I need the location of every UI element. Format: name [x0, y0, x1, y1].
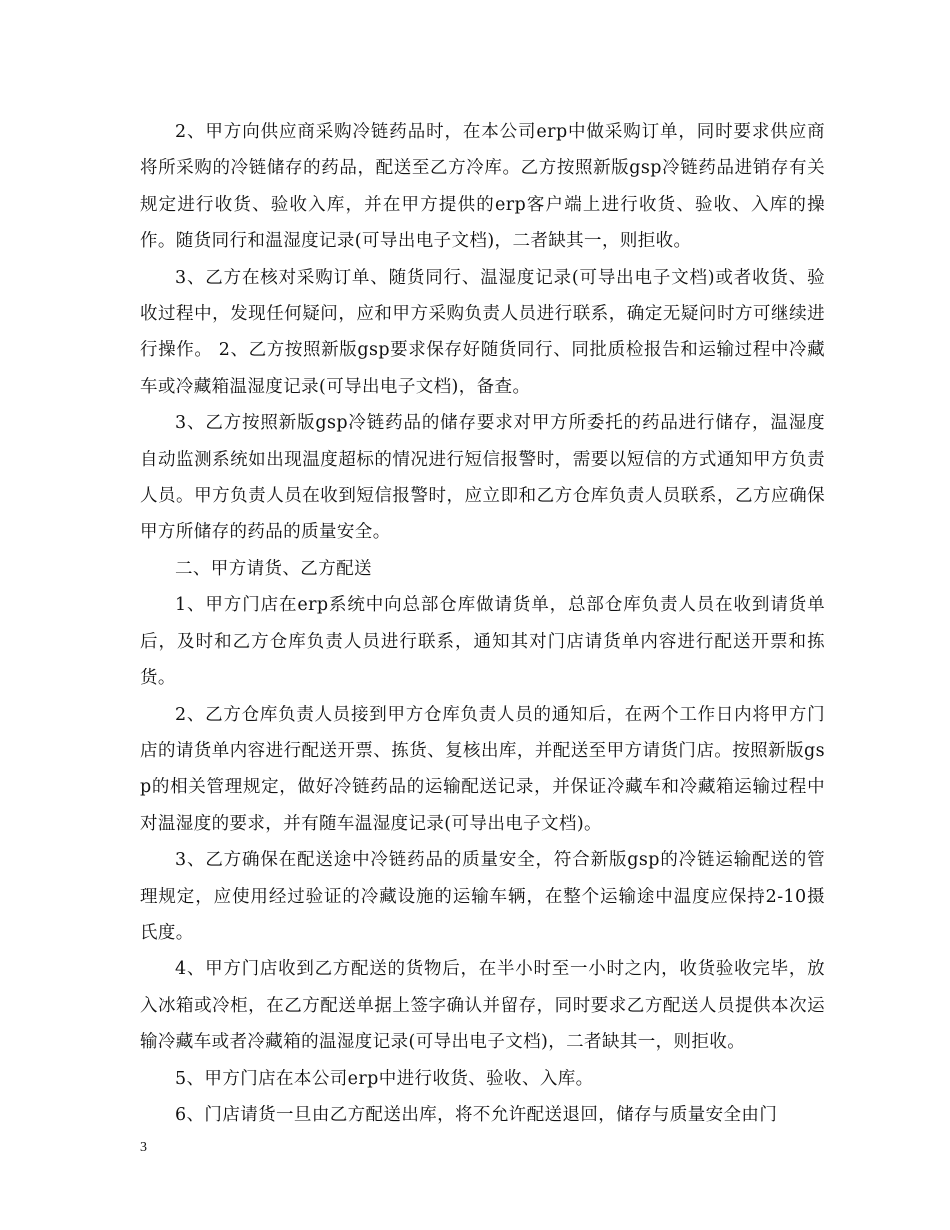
- paragraph-warehouse-dispatch: 2、乙方仓库负责人员接到甲方仓库负责人员的通知后，在两个工作日内将甲方门店的请货单内容进行配送开票、拣货、复核出库，并配送至甲方请货门店。按照新版gsp的相关管理规定，做好冷链药品的运输配送记录，并保证冷藏车和冷藏箱运输过程中对温湿度的要求，并有随车温湿度记录(可导出电子文档)。: [140, 704, 825, 834]
- paragraph-transport-quality: 3、乙方确保在配送途中冷链药品的质量安全，符合新版gsp的冷链运输配送的管理规定，应使用经过验证的冷藏设施的运输车辆，在整个运输途中温度应保持2-10摄氏度。: [140, 850, 825, 943]
- paragraph-verification-records: 3、乙方在核对采购订单、随货同行、温湿度记录(可导出电子文档)或者收货、验收过程中，发现任何疑问，应和甲方采购负责人员进行联系，确定无疑问时方可继续进行操作。 2、乙方按照新版gsp要求保存好随货同行、同批质检报告和运输过程中冷藏车或冷藏箱温湿度记录(可导出电子文档)，备查。: [140, 267, 825, 397]
- paragraph-erp-entry: 5、甲方门店在本公司erp中进行收货、验收、入库。: [175, 1068, 594, 1089]
- paragraph-store-receipt: 4、甲方门店收到乙方配送的货物后，在半小时至一小时之内，收货验收完毕，放入冰箱或冷柜，在乙方配送单据上签字确认并留存，同时要求乙方配送人员提供本次运输冷藏车或者冷藏箱的温湿度记录(可导出电子文档)，二者缺其一，则拒收。: [140, 959, 825, 1053]
- document-body: [140, 114, 825, 1133]
- paragraph-storage-alarm: 3、乙方按照新版gsp冷链药品的储存要求对甲方所委托的药品进行储存，温湿度自动监测系统如出现温度超标的情况进行短信报警时，需要以短信的方式通知甲方负责人员。甲方负责人员在收到短信报警时，应立即和乙方仓库负责人员联系，乙方应确保甲方所储存的药品的质量安全。: [140, 413, 825, 543]
- paragraph-procurement-receiving: 2、甲方向供应商采购冷链药品时，在本公司erp中做采购订单，同时要求供应商将所采购的冷链储存的药品，配送至乙方冷库。乙方按照新版gsp冷链药品进销存有关规定进行收货、验收入库，并在甲方提供的erp客户端上进行收货、验收、入库的操作。随货同行和温湿度记录(可导出电子文档)，二者缺其一，则拒收。: [140, 122, 825, 252]
- page-number: 3: [140, 1140, 147, 1155]
- paragraph-no-return: 6、门店请货一旦由乙方配送出库，将不允许配送退回，储存与质量安全由门: [175, 1104, 778, 1125]
- section-heading-request-delivery: 二、甲方请货、乙方配送: [175, 558, 372, 579]
- paragraph-store-request: 1、甲方门店在erp系统中向总部仓库做请货单，总部仓库负责人员在收到请货单后，及时和乙方仓库负责人员进行联系，通知其对门店请货单内容进行配送开票和拣货。: [140, 595, 825, 689]
